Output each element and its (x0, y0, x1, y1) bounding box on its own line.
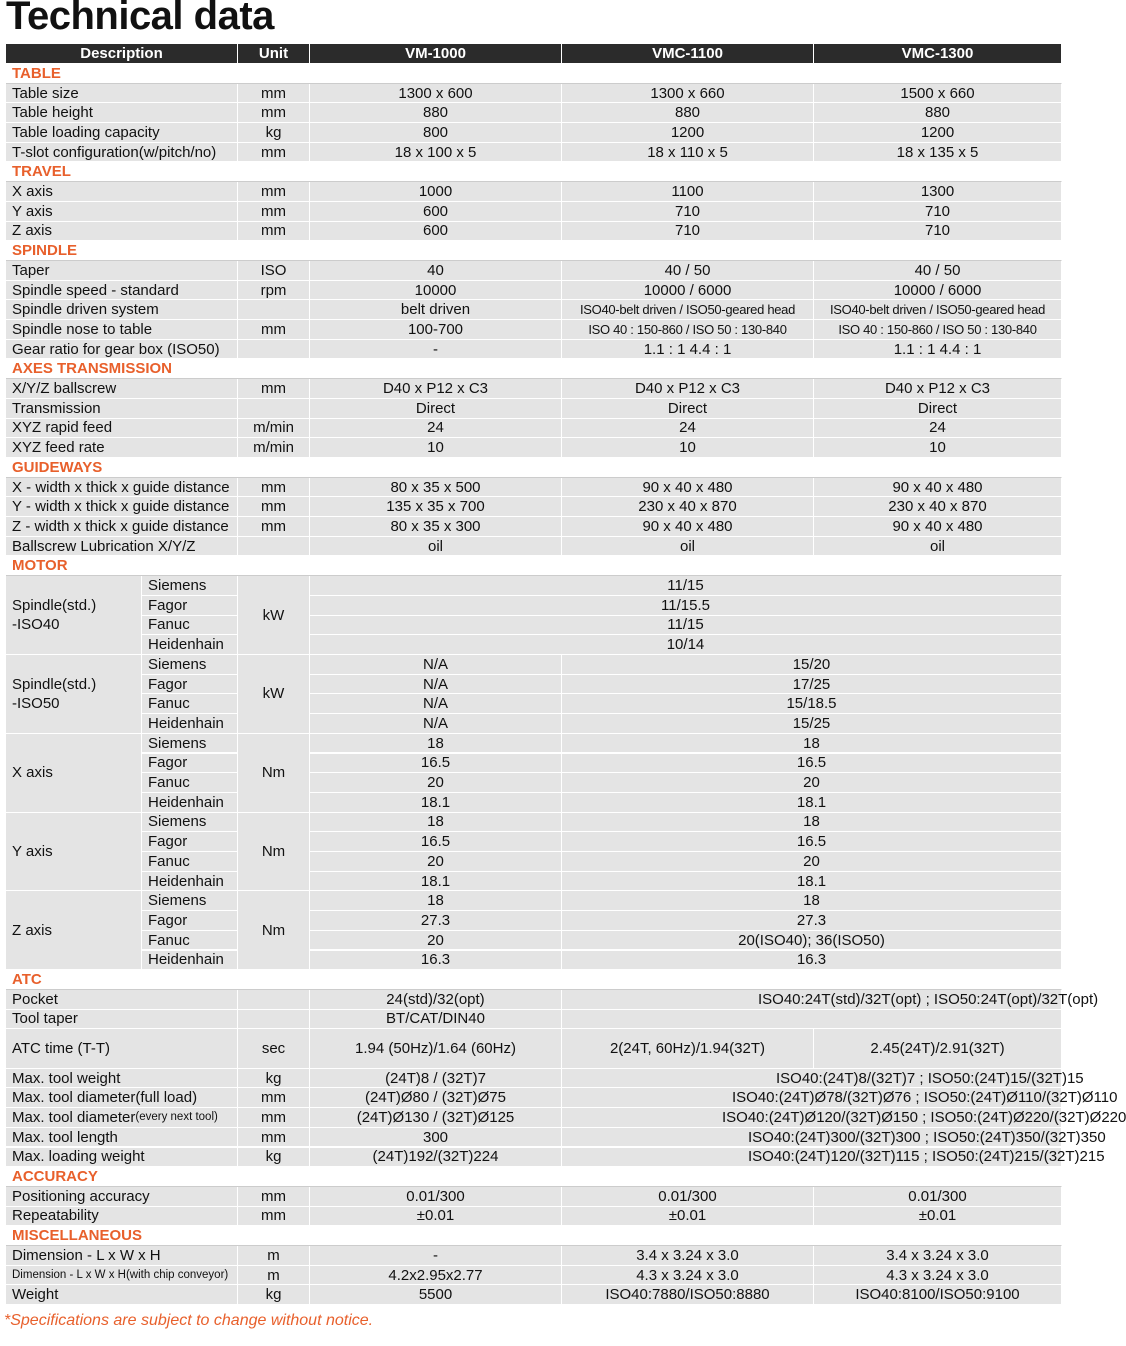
spec-value: 90 x 40 x 480 (814, 517, 1062, 537)
spec-unit (238, 537, 310, 557)
control-brand: Heidenhain (142, 793, 238, 813)
spec-value: 880 (310, 103, 562, 123)
spec-value: 24 (310, 419, 562, 439)
spec-value: 18.1 (310, 793, 562, 813)
spec-label-text: Z - width x thick x guide distance (12, 517, 229, 535)
control-brand: Heidenhain (142, 951, 238, 971)
spec-value: D40 x P12 x C3 (814, 379, 1062, 399)
spec-unit: kg (238, 1148, 310, 1168)
spec-value: 18 x 110 x 5 (562, 143, 814, 163)
header-model-vm1000: VM-1000 (310, 44, 562, 64)
spec-value: 1.1 : 1 4.4 : 1 (562, 340, 814, 360)
section-heading: MISCELLANEOUS (6, 1226, 1062, 1246)
spec-value: ±0.01 (814, 1207, 1062, 1227)
spec-value: (24T)Ø80 / (32T)Ø75 (310, 1088, 562, 1108)
spec-value: 4.2x2.95x2.77 (310, 1266, 562, 1286)
spec-value: 1300 x 600 (310, 84, 562, 104)
section-heading: SPINDLE (6, 241, 1062, 261)
spec-label (6, 222, 238, 242)
spec-value: 600 (310, 202, 562, 222)
spec-label-text: Weight (12, 1286, 59, 1304)
spec-value: (24T)192/(32T)224 (310, 1148, 562, 1168)
spec-value-span: 27.3 (562, 911, 1062, 931)
spec-unit: m (238, 1266, 310, 1286)
spec-unit (238, 340, 310, 360)
footnote: *Specifications are subject to change without notice. (4, 1312, 374, 1329)
control-brand: Heidenhain (142, 872, 238, 892)
spec-value-span (562, 1010, 1062, 1030)
spec-value-span: 15/25 (562, 714, 1062, 734)
spec-unit: mm (238, 320, 310, 340)
control-brand: Fagor (142, 911, 238, 931)
spec-label-text: Max. tool length (12, 1128, 118, 1146)
spec-unit: m/min (238, 438, 310, 458)
spec-value: 90 x 40 x 480 (562, 517, 814, 537)
spec-value: ISO 40 : 150-860 / ISO 50 : 130-840 (814, 320, 1062, 340)
section-heading: AXES TRANSMISSION (6, 360, 1062, 380)
spec-label-text: Y axis (12, 202, 53, 220)
header-unit: Unit (238, 44, 310, 64)
spec-value: N/A (310, 694, 562, 714)
section-heading: GUIDEWAYS (6, 458, 1062, 478)
spec-value-span: 18 (562, 813, 1062, 833)
spec-label (6, 419, 238, 439)
spec-label-text: XYZ rapid feed (12, 419, 113, 437)
spec-value: 0.01/300 (310, 1187, 562, 1207)
spec-value: 2(24T, 60Hz)/1.94(32T) (562, 1029, 814, 1068)
spec-unit: mm (238, 1088, 310, 1108)
header-model-vmc1300: VMC-1300 (814, 44, 1062, 64)
spec-value-span: 20 (562, 852, 1062, 872)
spec-value: Direct (562, 399, 814, 419)
motor-group-label (6, 734, 142, 813)
spec-value: belt driven (310, 300, 562, 320)
spec-unit (238, 990, 310, 1010)
spec-value: 10000 / 6000 (814, 281, 1062, 301)
spec-value: BT/CAT/DIN40 (310, 1010, 562, 1030)
control-brand: Fanuc (142, 616, 238, 636)
spec-value: N/A (310, 675, 562, 695)
control-brand: Fagor (142, 832, 238, 852)
spec-value: 300 (310, 1128, 562, 1148)
spec-value: - (310, 1246, 562, 1266)
spec-unit: mm (238, 478, 310, 498)
spec-value-span: 15/20 (562, 655, 1062, 675)
spec-unit: mm (238, 1108, 310, 1128)
spec-label-text: X axis (12, 183, 53, 201)
spec-unit (238, 399, 310, 419)
spec-value: 40 / 50 (814, 261, 1062, 281)
spec-value: 1300 (814, 182, 1062, 202)
spec-value: 1300 x 660 (562, 84, 814, 104)
spec-unit: mm (238, 517, 310, 537)
spec-label (6, 103, 238, 123)
spec-value-span: ISO40:(24T)Ø120/(32T)Ø150 ; ISO50:(24T)Ø220/(32T)Ø220 (562, 1108, 1062, 1128)
spec-unit: sec (238, 1029, 310, 1068)
spec-label-text: Max. tool weight (12, 1069, 121, 1087)
spec-value: 800 (310, 123, 562, 143)
spec-value: 1500 x 660 (814, 84, 1062, 104)
spec-unit: rpm (238, 281, 310, 301)
spec-value-span: 10/14 (310, 635, 1062, 655)
motor-group-label-line: Spindle(std.) (12, 675, 97, 693)
section-heading: ACCURACY (6, 1167, 1062, 1187)
spec-unit: mm (238, 182, 310, 202)
spec-unit: Nm (238, 734, 310, 813)
spec-value: ISO40:8100/ISO50:9100 (814, 1285, 1062, 1305)
spec-value: ISO 40 : 150-860 / ISO 50 : 130-840 (562, 320, 814, 340)
section-heading: TABLE (6, 64, 1062, 84)
spec-value: N/A (310, 655, 562, 675)
spec-label-text: Spindle speed - standard (12, 281, 179, 299)
spec-label (6, 399, 238, 419)
spec-label-text: Repeatability (12, 1207, 99, 1225)
spec-unit: mm (238, 84, 310, 104)
spec-value: D40 x P12 x C3 (310, 379, 562, 399)
spec-value: 10 (562, 438, 814, 458)
spec-value: 135 x 35 x 700 (310, 497, 562, 517)
spec-label (6, 1010, 238, 1030)
control-brand: Fanuc (142, 694, 238, 714)
technical-data-table (6, 44, 1126, 1306)
section-heading: ATC (6, 970, 1062, 990)
spec-value-span: ISO40:(24T)8/(32T)7 ; ISO50:(24T)15/(32T)15 (562, 1069, 1062, 1089)
spec-value: 600 (310, 222, 562, 242)
spec-value: 1.94 (50Hz)/1.64 (60Hz) (310, 1029, 562, 1068)
spec-label-text: Y - width x thick x guide distance (12, 498, 230, 516)
spec-value: 18.1 (310, 872, 562, 892)
spec-value-span: 11/15.5 (310, 596, 1062, 616)
spec-unit: kW (238, 655, 310, 734)
spec-value-span: 11/15 (310, 576, 1062, 596)
spec-label-text: Positioning accuracy (12, 1187, 150, 1205)
spec-value: 230 x 40 x 870 (814, 497, 1062, 517)
spec-value: 16.5 (310, 754, 562, 774)
spec-value: ISO40:7880/ISO50:8880 (562, 1285, 814, 1305)
spec-label-text: Spindle nose to table (12, 320, 153, 338)
control-brand: Fagor (142, 596, 238, 616)
spec-label (6, 281, 238, 301)
control-brand: Fagor (142, 675, 238, 695)
spec-unit: kg (238, 123, 310, 143)
spec-label (6, 379, 238, 399)
spec-value: 710 (814, 202, 1062, 222)
spec-label (6, 990, 238, 1010)
spec-label-text: ATC time (T-T) (12, 1039, 111, 1057)
motor-group-label (6, 813, 142, 892)
spec-value: 710 (562, 202, 814, 222)
spec-label-note: (with chip conveyor) (125, 1268, 229, 1281)
spec-value: 20 (310, 931, 562, 951)
spec-value: 24 (814, 419, 1062, 439)
spec-label-text: Dimension - L x W x H (12, 1246, 161, 1264)
spec-label-text: T-slot configuration(w/pitch/no) (12, 143, 217, 161)
spec-unit: kW (238, 576, 310, 655)
motor-group-label-line: -ISO40 (12, 616, 60, 634)
header-model-vmc1100: VMC-1100 (562, 44, 814, 64)
spec-value-span: 16.5 (562, 832, 1062, 852)
spec-label (6, 517, 238, 537)
spec-value-span: ISO40:(24T)300/(32T)300 ; ISO50:(24T)350/(32T)350 (562, 1128, 1062, 1148)
spec-value: ISO40-belt driven / ISO50-geared head (562, 300, 814, 320)
spec-value: 90 x 40 x 480 (562, 478, 814, 498)
spec-unit: mm (238, 143, 310, 163)
spec-label (6, 1128, 238, 1148)
spec-label-text: Taper (12, 261, 50, 279)
spec-value-span: 16.3 (562, 951, 1062, 971)
spec-value: ±0.01 (562, 1207, 814, 1227)
spec-label-text: Max. tool diameter (12, 1108, 136, 1126)
header-description: Description (6, 44, 238, 64)
spec-unit: Nm (238, 813, 310, 892)
spec-value: 90 x 40 x 480 (814, 478, 1062, 498)
spec-label (6, 1148, 238, 1168)
spec-value-span: ISO40:(24T)120/(32T)115 ; ISO50:(24T)215/(32T)215 (562, 1148, 1062, 1168)
spec-value: N/A (310, 714, 562, 734)
spec-label-text: Z axis (12, 222, 53, 240)
spec-label (6, 1187, 238, 1207)
spec-value: 1200 (562, 123, 814, 143)
spec-value: oil (814, 537, 1062, 557)
spec-value: 40 / 50 (562, 261, 814, 281)
section-heading: MOTOR (6, 557, 1062, 577)
control-brand: Siemens (142, 734, 238, 754)
control-brand: Heidenhain (142, 635, 238, 655)
spec-value-span: 18 (562, 891, 1062, 911)
spec-value: oil (562, 537, 814, 557)
spec-value-span: 18.1 (562, 793, 1062, 813)
spec-value-span: 15/18.5 (562, 694, 1062, 714)
control-brand: Siemens (142, 655, 238, 675)
section-heading: TRAVEL (6, 163, 1062, 183)
spec-value: 1.1 : 1 4.4 : 1 (814, 340, 1062, 360)
spec-value: - (310, 340, 562, 360)
spec-unit (238, 300, 310, 320)
spec-label-note: (every next tool) (135, 1110, 218, 1123)
page-title: Technical data (6, 0, 274, 38)
spec-value: 100-700 (310, 320, 562, 340)
spec-label (6, 320, 238, 340)
spec-label (6, 497, 238, 517)
spec-label-text: XYZ feed rate (12, 439, 105, 457)
spec-value-span: 16.5 (562, 754, 1062, 774)
spec-label-text: Max. tool diameter(full load) (12, 1089, 198, 1107)
spec-value: 20 (310, 852, 562, 872)
spec-value: Direct (310, 399, 562, 419)
spec-unit: mm (238, 1187, 310, 1207)
spec-value: (24T)8 / (32T)7 (310, 1069, 562, 1089)
spec-value: 5500 (310, 1285, 562, 1305)
spec-value: 880 (814, 103, 1062, 123)
spec-label (6, 202, 238, 222)
spec-value: 24(std)/32(opt) (310, 990, 562, 1010)
spec-value: 2.45(24T)/2.91(32T) (814, 1029, 1062, 1068)
spec-value: 40 (310, 261, 562, 281)
spec-value: (24T)Ø130 / (32T)Ø125 (310, 1108, 562, 1128)
spec-unit: mm (238, 379, 310, 399)
spec-label-text: Table height (12, 104, 93, 122)
spec-unit: mm (238, 1128, 310, 1148)
spec-unit: Nm (238, 891, 310, 970)
spec-label (6, 1088, 238, 1108)
spec-value: 20 (310, 773, 562, 793)
spec-unit: ISO (238, 261, 310, 281)
spec-label (6, 340, 238, 360)
spec-value-span: 20(ISO40); 36(ISO50) (562, 931, 1062, 951)
control-brand: Fanuc (142, 931, 238, 951)
spec-label-text: Dimension - L x W x H (12, 1268, 126, 1281)
spec-value: 80 x 35 x 500 (310, 478, 562, 498)
spec-label (6, 478, 238, 498)
spec-label (6, 1029, 238, 1068)
motor-group-label-line: Y axis (12, 842, 53, 860)
control-brand: Siemens (142, 813, 238, 833)
control-brand: Siemens (142, 891, 238, 911)
spec-value: D40 x P12 x C3 (562, 379, 814, 399)
spec-label-text: Pocket (12, 990, 58, 1008)
spec-label-text: Tool taper (12, 1010, 78, 1028)
spec-label (6, 182, 238, 202)
spec-label (6, 1069, 238, 1089)
spec-unit: mm (238, 202, 310, 222)
spec-value: 4.3 x 3.24 x 3.0 (562, 1266, 814, 1286)
spec-value: 1000 (310, 182, 562, 202)
control-brand: Heidenhain (142, 714, 238, 734)
spec-value: 0.01/300 (814, 1187, 1062, 1207)
spec-value: ISO40-belt driven / ISO50-geared head (814, 300, 1062, 320)
spec-unit: mm (238, 103, 310, 123)
spec-label-text: Gear ratio for gear box (ISO50) (12, 340, 220, 358)
motor-group-label-line: X axis (12, 764, 53, 782)
spec-value: 3.4 x 3.24 x 3.0 (814, 1246, 1062, 1266)
spec-unit (238, 1010, 310, 1030)
control-brand: Fagor (142, 754, 238, 774)
spec-label (6, 537, 238, 557)
spec-value: 710 (562, 222, 814, 242)
spec-value: 10 (310, 438, 562, 458)
spec-label (6, 438, 238, 458)
spec-value-span: ISO40:(24T)Ø78/(32T)Ø76 ; ISO50:(24T)Ø110/(32T)Ø110 (562, 1088, 1062, 1108)
spec-value: 880 (562, 103, 814, 123)
spec-value: 10000 / 6000 (562, 281, 814, 301)
spec-value-span: ISO40:24T(std)/32T(opt) ; ISO50:24T(opt)/32T(opt) (562, 990, 1062, 1010)
spec-value: 1200 (814, 123, 1062, 143)
spec-value: 18 (310, 734, 562, 754)
spec-value: 80 x 35 x 300 (310, 517, 562, 537)
spec-label-text: Transmission (12, 399, 101, 417)
spec-value: 18 (310, 891, 562, 911)
spec-value-span: 11/15 (310, 616, 1062, 636)
motor-group-label-line: Spindle(std.) (12, 597, 97, 615)
spec-value: 230 x 40 x 870 (562, 497, 814, 517)
spec-unit: mm (238, 497, 310, 517)
spec-label-text: Spindle driven system (12, 301, 159, 319)
spec-value: 18 x 100 x 5 (310, 143, 562, 163)
spec-value: 710 (814, 222, 1062, 242)
spec-value-span: 18 (562, 734, 1062, 754)
spec-value: 18 x 135 x 5 (814, 143, 1062, 163)
motor-group-label (6, 576, 142, 655)
spec-label (6, 1108, 238, 1128)
spec-unit: kg (238, 1285, 310, 1305)
spec-value: 18 (310, 813, 562, 833)
control-brand: Fanuc (142, 773, 238, 793)
spec-value: 24 (562, 419, 814, 439)
spec-value: 16.3 (310, 951, 562, 971)
spec-label-text: Max. loading weight (12, 1148, 145, 1166)
motor-group-label-line: Z axis (12, 921, 53, 939)
spec-value: 27.3 (310, 911, 562, 931)
spec-unit: m (238, 1246, 310, 1266)
control-brand: Fanuc (142, 852, 238, 872)
spec-label (6, 1285, 238, 1305)
spec-unit: m/min (238, 419, 310, 439)
spec-label (6, 300, 238, 320)
spec-value-span: 18.1 (562, 872, 1062, 892)
spec-label (6, 123, 238, 143)
spec-value-span: 17/25 (562, 675, 1062, 695)
spec-unit: mm (238, 1207, 310, 1227)
spec-value: oil (310, 537, 562, 557)
spec-value: 3.4 x 3.24 x 3.0 (562, 1246, 814, 1266)
spec-label (6, 1266, 238, 1286)
spec-label-text: X/Y/Z ballscrew (12, 380, 117, 398)
spec-label (6, 261, 238, 281)
spec-label-text: X - width x thick x guide distance (12, 478, 230, 496)
motor-group-label-line: -ISO50 (12, 694, 60, 712)
spec-value: 0.01/300 (562, 1187, 814, 1207)
motor-group-label (6, 655, 142, 734)
spec-unit: kg (238, 1069, 310, 1089)
spec-label (6, 1207, 238, 1227)
spec-label (6, 84, 238, 104)
spec-label (6, 143, 238, 163)
spec-value: 16.5 (310, 832, 562, 852)
spec-label-text: Ballscrew Lubrication X/Y/Z (12, 537, 196, 555)
spec-value: 10000 (310, 281, 562, 301)
spec-value: Direct (814, 399, 1062, 419)
spec-value-span: 20 (562, 773, 1062, 793)
spec-label-text: Table loading capacity (12, 123, 160, 141)
spec-value: ±0.01 (310, 1207, 562, 1227)
control-brand: Siemens (142, 576, 238, 596)
spec-value: 1100 (562, 182, 814, 202)
spec-value: 10 (814, 438, 1062, 458)
spec-label-text: Table size (12, 84, 79, 102)
spec-unit: mm (238, 222, 310, 242)
spec-value: 4.3 x 3.24 x 3.0 (814, 1266, 1062, 1286)
spec-label (6, 1246, 238, 1266)
motor-group-label (6, 891, 142, 970)
